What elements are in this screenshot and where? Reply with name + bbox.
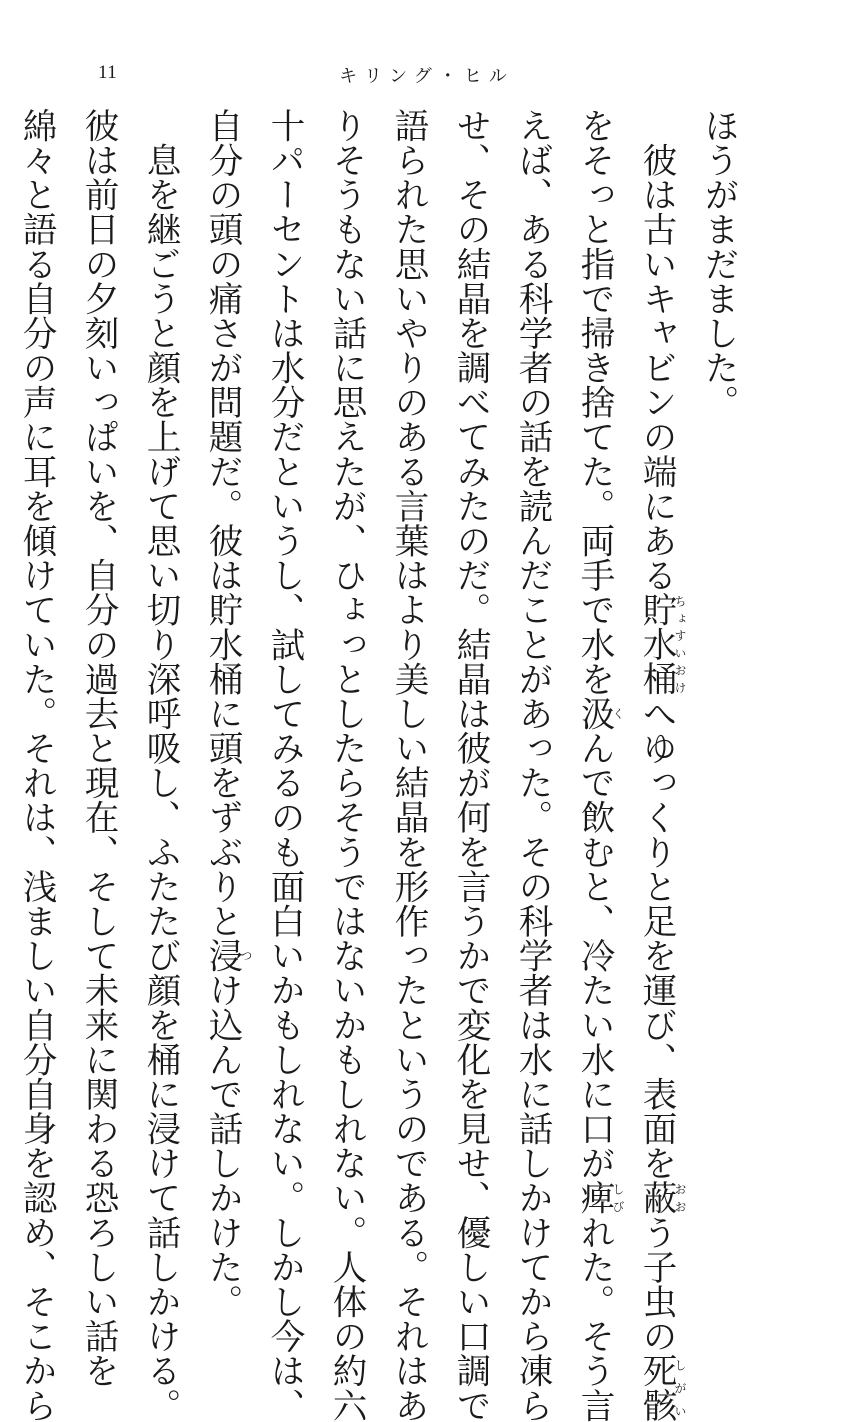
text-column: 十パーセントは水分だというし、試してみるのも面白いかもしれない。しかし今は、 [264,108,304,1422]
ruby-base: 汲 [574,696,614,731]
ruby-reading: ちょすいおけ [673,592,687,697]
text-run: 自分の頭の痛さが問題だ。彼は貯水桶に頭をずぶりと [202,108,242,939]
text-column [191,108,253,1319]
ruby-base: 貯水桶 [636,592,676,697]
ruby-reading: しがい [673,1353,687,1422]
text-run: んで飲むと、冷たい水に口が [574,730,614,1181]
ruby-reading: おお [673,1180,687,1215]
text-run: う子虫の [636,1214,676,1354]
text-column: 語られた思いやりのある言葉はより美しい結晶を形作ったというのである。それはあ [388,108,428,1422]
ruby-shigai [636,1353,687,1422]
text-column: 彼は前日の夕刻いっぱいを、自分の過去と現在、そして未来に関わる恐ろしい話を [78,108,118,1388]
text-column: えば、ある科学者の話を読んだことがあった。その科学者は水に話しかけてから凍ら [512,108,552,1422]
ruby-chosuioke [636,592,687,697]
text-run: れた。そう言 [574,1214,614,1422]
ruby-base: 蔽 [636,1180,676,1215]
ruby-reading: しび [611,1180,625,1215]
text-run: 彼は古いキャビンの端にある [636,108,676,593]
ruby-reading: つ [239,938,253,973]
running-title: キリング・ヒル [339,66,514,87]
ruby-base: 死骸 [636,1353,676,1422]
text-column: りそうもない話に思えたが、ひょっとしたらそうではないかもしれない。人体の約六 [326,108,366,1422]
text-column [625,108,687,1422]
ruby-tsu [202,938,253,973]
text-column [563,108,625,1422]
text-column [0,108,5,1118]
ruby-reading: く [611,696,625,731]
text-column: ほうがまだました。 [698,108,738,420]
page-number: 11 [98,62,118,83]
text-column: せ、その結晶を調べてみたのだ。結晶は彼が何を言うかで変化を見せ、優しい口調で [450,108,490,1422]
ruby-kumu [574,696,625,731]
body-text [0,108,749,1422]
ruby-base: 痺 [574,1180,614,1215]
text-column: 息を継ごうと顔を上げて思い切り深呼吸し、ふたたび顔を桶に浸けて話しかける。 [140,108,180,1422]
ruby-base: 浸 [202,938,242,973]
text-column: 綿々と語る自分の声に耳を傾けていた。それは、浅ましい自分自身を認め、そこから [16,108,56,1422]
text-run: け込んで話しかけた。 [202,972,242,1319]
text-run: をそっと指で掃き捨てた。両手で水を [574,108,614,697]
text-run: へゆっくりと足を運び、表面を [636,696,676,1181]
